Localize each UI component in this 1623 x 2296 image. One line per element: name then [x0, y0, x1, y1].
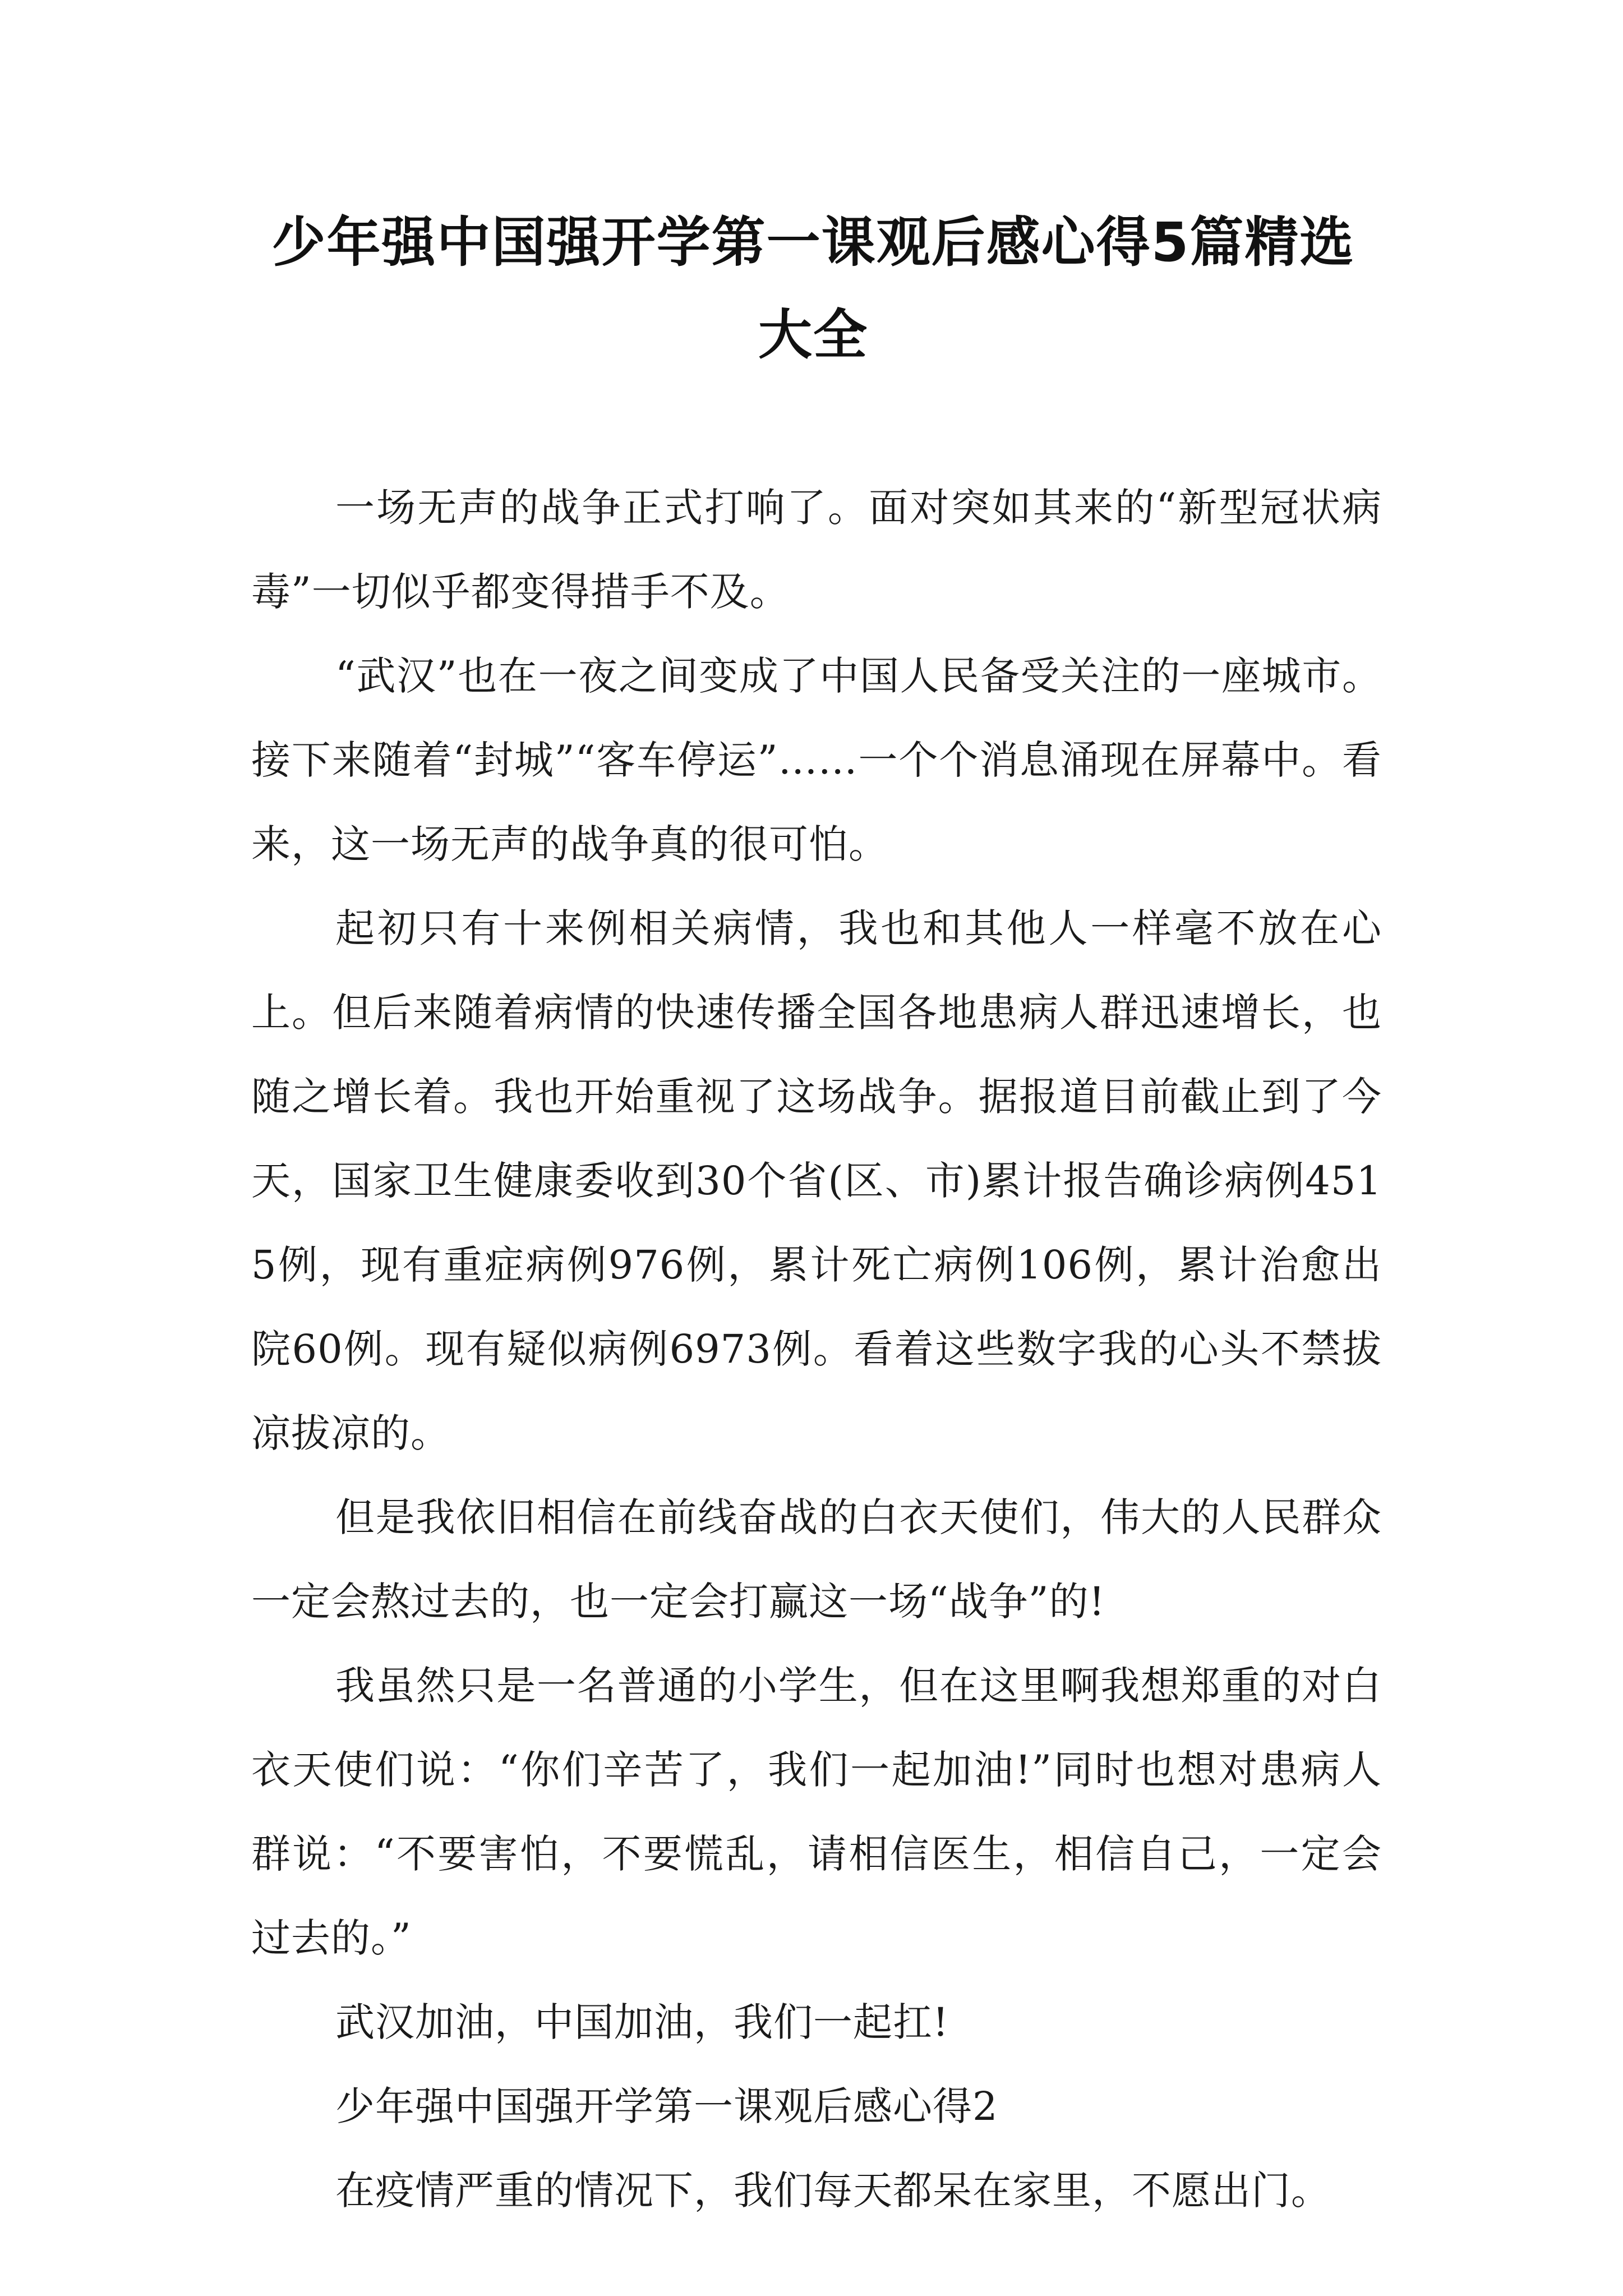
paragraph: “武汉”也在一夜之间变成了中国人民备受关注的一座城市。接下来随着“封城”“客车停运”……一个个消息涌现在屏幕中。看来，这一场无声的战争真的很可怕。	[251, 653, 1382, 867]
document-body	[251, 466, 1382, 2233]
paragraph: 武汉加油，中国加油，我们一起扛!	[335, 1999, 949, 2045]
paragraph: 但是我依旧相信在前线奋战的白衣天使们，伟大的人民群众一定会熬过去的，也一定会打赢这一场“战争”的!	[251, 1494, 1382, 1625]
document-title: 少年强中国强开学第一课观后感心得5篇精选大全	[271, 211, 1355, 366]
paragraph: 我虽然只是一名普通的小学生，但在这里啊我想郑重的对白衣天使们说：“你们辛苦了，我们一起加油!”同时也想对患病人群说：“不要害怕，不要慌乱，请相信医生，相信自己，一定会过去的。”	[251, 1663, 1382, 1961]
paragraph: 起初只有十来例相关病情，我也和其他人一样毫不放在心上。但后来随着病情的快速传播全国各地患病人群迅速增长，也随之增长着。我也开始重视了这场战争。据报道目前截止到了今天，国家卫生健康委收到30个省(区、市)累计报告确诊病例4515例，现有重症病例976例，累计死亡病例106例，累计治愈出院60例。现有疑似病例6973例。看着这些数字我的心头不禁拔凉拔凉的。	[251, 905, 1382, 1456]
paragraph: 在疫情严重的情况下，我们每天都呆在家里，不愿出门。	[335, 2168, 1331, 2214]
paragraph: 一场无声的战争正式打响了。面对突如其来的“新型冠状病毒”一切似乎都变得措手不及。	[251, 485, 1382, 615]
section-heading: 少年强中国强开学第一课观后感心得2	[335, 2083, 998, 2129]
